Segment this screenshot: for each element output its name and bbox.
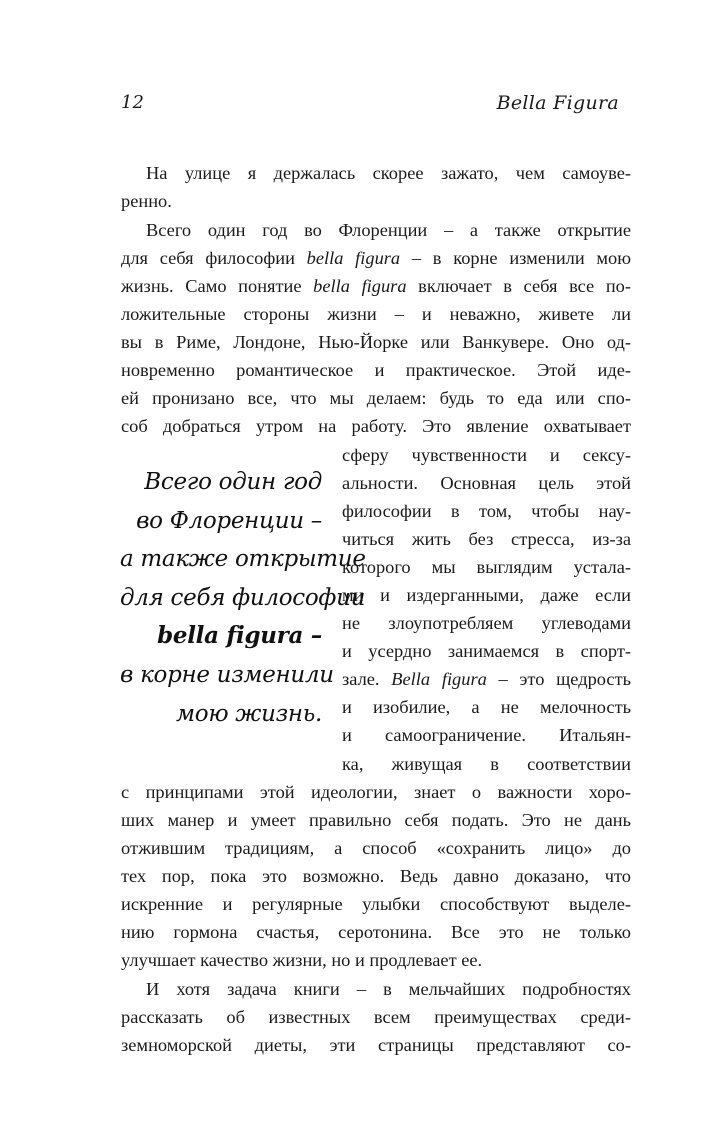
- body-line: [342, 665, 631, 693]
- text-run: которого мы выглядим устала-: [342, 557, 631, 577]
- body-line: [121, 918, 631, 946]
- text-run: и самоограничение. Итальян-: [342, 725, 631, 745]
- body-line: [342, 637, 631, 665]
- text-run: альности. Основная цель этой: [342, 473, 631, 493]
- text-run: рассказать об известных всем преимуществах среди-: [121, 1007, 631, 1027]
- pull-quote-line: во Флоренции –: [136, 507, 322, 534]
- text-run: И хотя задача книги – в мельчайших подробностях: [146, 979, 631, 999]
- body-line: [121, 384, 631, 412]
- text-run: ми и издерганными, даже если: [342, 585, 631, 605]
- pull-quote: [120, 463, 366, 733]
- text-run: не злоупотребляем углеводами: [342, 613, 631, 633]
- text-run: ренно.: [121, 191, 172, 211]
- running-title: Bella Figura: [496, 92, 619, 114]
- body-line: [121, 862, 631, 890]
- body-line: [342, 721, 631, 749]
- body-line: [342, 469, 631, 497]
- text-run: ших манер и умеет правильно себя подать. Это не дань: [121, 810, 631, 830]
- text-run: земноморской диеты, эти страницы представляют со-: [121, 1035, 631, 1055]
- body-line: [121, 778, 631, 806]
- text-run: ка, живущая в соответствии: [342, 754, 631, 774]
- italic-term: bella figura: [306, 248, 401, 268]
- body-line: [146, 975, 631, 1003]
- text-run: улучшает качество жизни, но и продлевает ее.: [121, 950, 483, 970]
- text-run: включает в себя все по-: [406, 276, 632, 296]
- body-line: [121, 187, 631, 215]
- italic-term: Bella figura: [391, 669, 487, 689]
- text-run: вы в Риме, Лондоне, Нью-Йорке или Ванкувере. Оно од-: [121, 332, 631, 352]
- text-run: и усердно занимаемся в спорт-: [342, 641, 631, 661]
- body-line: [342, 553, 631, 581]
- text-run: новременно романтическое и практическое. Этой иде-: [121, 360, 631, 380]
- text-run: соб добраться утром на работу. Это явление охватывает: [121, 416, 631, 436]
- body-line: [146, 216, 631, 244]
- text-run: – это щедрость: [486, 669, 632, 689]
- body-line: [121, 244, 631, 272]
- body-line: [342, 609, 631, 637]
- body-line: [121, 356, 631, 384]
- pull-quote-line: Всего один год: [144, 469, 322, 495]
- page-number: 12: [121, 92, 144, 113]
- body-line: [342, 441, 631, 469]
- page-header: [121, 92, 619, 122]
- text-run: – в корне изменили мою: [400, 248, 631, 268]
- body-line: [121, 1031, 631, 1059]
- body-line: [342, 525, 631, 553]
- body-line: [342, 581, 631, 609]
- body-line: [121, 890, 631, 918]
- italic-term: bella figura: [313, 276, 407, 296]
- text-run: На улице я держалась скорее зажато, чем самоуве-: [146, 163, 631, 183]
- text-run: ложительные стороны жизни – и неважно, живете ли: [121, 304, 631, 324]
- text-run: жизнь. Само понятие: [121, 276, 314, 296]
- text-run: для себя философии: [121, 248, 307, 268]
- text-run: ей пронизано все, что мы делаем: будь то еда или спо-: [121, 388, 631, 408]
- body-line: [121, 1003, 631, 1031]
- text-run: нию гормона счастья, серотонина. Все это не только: [121, 922, 631, 942]
- body-line: [146, 159, 631, 187]
- body-line: [121, 272, 631, 300]
- text-run: отжившим традициям, а способ «сохранить лицо» до: [121, 838, 631, 858]
- pull-quote-line: bella figura –: [157, 622, 322, 650]
- pull-quote-line: для себя философии: [120, 584, 366, 611]
- body-line: [121, 806, 631, 834]
- text-run: с принципами этой идеологии, знает о важности хоро-: [121, 782, 631, 802]
- body-line: [121, 328, 631, 356]
- pull-quote-line: в корне изменили: [120, 661, 334, 688]
- text-run: сферу чувственности и сексу-: [342, 445, 631, 465]
- body-line: [342, 693, 631, 721]
- body-line: [342, 750, 631, 778]
- text-run: тех пор, пока это возможно. Ведь давно доказано, что: [121, 866, 631, 886]
- pull-quote-line: мою жизнь.: [176, 700, 322, 727]
- body-line: [342, 497, 631, 525]
- body-line: [121, 946, 631, 974]
- text-run: зале.: [342, 669, 392, 689]
- body-line: [121, 300, 631, 328]
- text-run: философии в том, чтобы нау-: [342, 501, 631, 521]
- text-run: искренние и регулярные улыбки способствуют выделе-: [121, 894, 631, 914]
- pull-quote-line: а также открытие: [120, 546, 366, 573]
- body-line: [121, 412, 631, 440]
- text-run: читься жить без стресса, из-за: [342, 529, 631, 549]
- text-run: Всего один год во Флоренции – а также открытие: [146, 220, 631, 240]
- body-line: [121, 834, 631, 862]
- text-run: и изобилие, а не мелочность: [342, 697, 631, 717]
